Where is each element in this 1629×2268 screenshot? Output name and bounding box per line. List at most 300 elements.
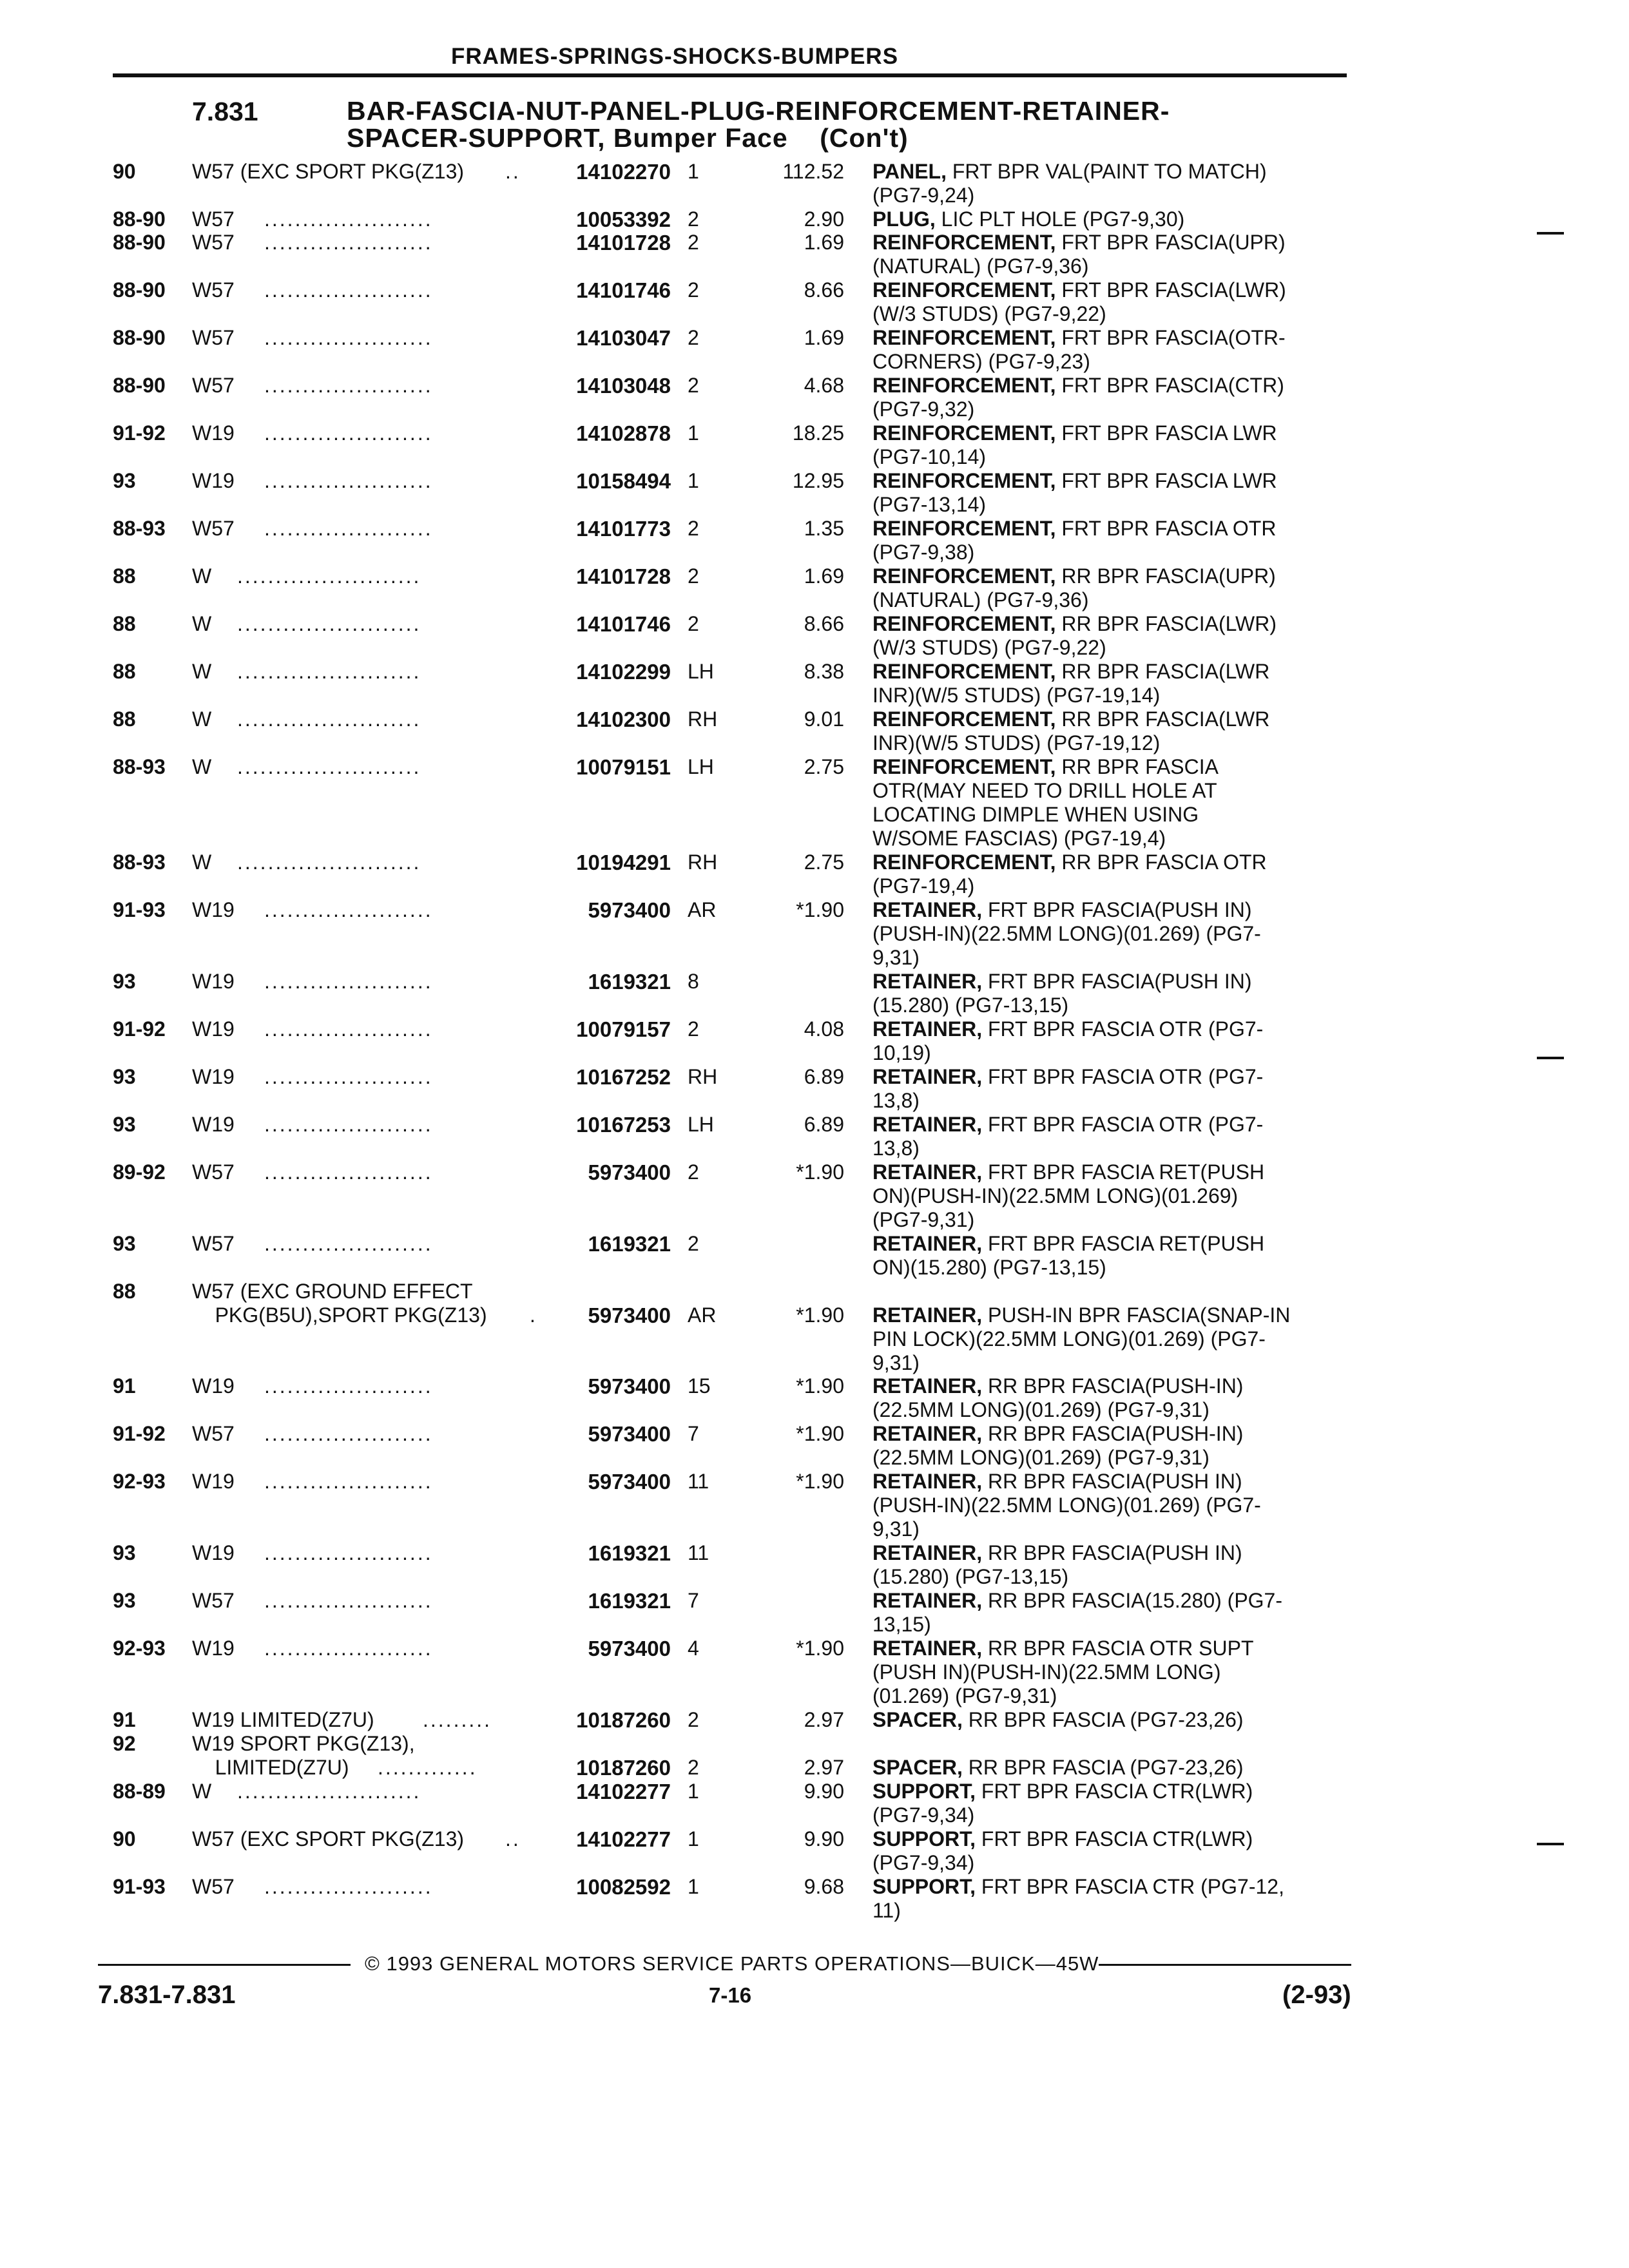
description-line <box>872 684 1349 707</box>
description-text: FRT BPR FASCIA OTR (PG7- <box>987 1113 1264 1136</box>
part-description <box>872 1589 1349 1637</box>
part-name: REINFORCEMENT, <box>872 850 1056 874</box>
model-year: 90 <box>113 1827 136 1850</box>
description-text: (W/3 STUDS) (PG7-9,22) <box>872 302 1106 325</box>
part-name: REINFORCEMENT, <box>872 517 1056 540</box>
part-number[interactable]: 1619321 <box>588 1589 671 1613</box>
description-text: PIN LOCK)(22.5MM LONG)(01.269) (PG7- <box>872 1327 1266 1350</box>
model-year: 93 <box>113 469 136 492</box>
dot-leader: ........................ <box>237 850 421 874</box>
description-text: ON)(15.280) (PG7-13,15) <box>872 1256 1106 1279</box>
series-code <box>192 278 235 302</box>
description-line <box>872 1208 1349 1232</box>
model-year: 93 <box>113 1113 136 1136</box>
series-line: W19 <box>192 970 235 993</box>
footer-page-number: 7-16 <box>709 1983 752 2007</box>
series-code <box>192 469 235 493</box>
section-number: 7.831 <box>192 97 258 126</box>
dot-leader: ........................ <box>237 707 421 731</box>
model-year: 93 <box>113 970 136 993</box>
part-number[interactable]: 1619321 <box>588 1541 671 1565</box>
dot-leader: ...................... <box>264 898 433 921</box>
unit-price: 6.89 <box>804 1065 844 1088</box>
part-description <box>872 1303 1349 1375</box>
model-year: 88 <box>113 707 136 731</box>
part-number[interactable]: 5973400 <box>588 1422 671 1446</box>
unit-price: *1.90 <box>796 1422 844 1445</box>
footer-date-code: (2-93) <box>1282 1981 1351 2009</box>
dot-leader: ...................... <box>264 469 433 492</box>
dot-leader: ...................... <box>264 207 433 231</box>
description-text: FRT BPR FASCIA OTR (PG7- <box>987 1065 1264 1088</box>
part-description <box>872 160 1349 207</box>
description-text: 13,8) <box>872 1089 920 1112</box>
series-line: W57 (EXC SPORT PKG(Z13) <box>192 160 465 183</box>
model-year: 91-93 <box>113 1875 166 1898</box>
model-year: 91-92 <box>113 1017 166 1041</box>
description-text: (W/3 STUDS) (PG7-9,22) <box>872 636 1106 659</box>
unit-price: 6.89 <box>804 1113 844 1136</box>
part-description <box>872 1875 1349 1923</box>
quantity: 11 <box>688 1470 709 1493</box>
dot-leader: ...................... <box>264 1232 433 1255</box>
description-text: RR BPR FASCIA(PUSH IN) <box>987 1470 1242 1493</box>
part-number[interactable]: 14102299 <box>576 660 671 684</box>
part-number[interactable]: 5973400 <box>588 1160 671 1184</box>
part-number[interactable]: 14101773 <box>576 517 671 541</box>
margin-tick-mark <box>1537 232 1564 235</box>
series-line: W19 <box>192 1374 235 1398</box>
part-description <box>872 1160 1349 1232</box>
part-number[interactable]: 5973400 <box>588 1637 671 1660</box>
series-code <box>192 850 211 874</box>
description-line <box>872 660 1349 684</box>
description-text: INR)(W/5 STUDS) (PG7-19,14) <box>872 684 1161 707</box>
part-description <box>872 1756 1349 1780</box>
series-line: W57 (EXC SPORT PKG(Z13) <box>192 1827 465 1850</box>
quantity: 1 <box>688 421 699 445</box>
model-year: 88-90 <box>113 278 166 302</box>
series-line: W57 <box>192 1160 235 1184</box>
unit-price: 12.95 <box>792 469 844 492</box>
part-number[interactable]: 14101728 <box>576 564 671 588</box>
model-year: 91-93 <box>113 898 166 921</box>
description-line <box>872 1041 1349 1065</box>
series-code <box>192 1065 235 1089</box>
description-text: (PG7-9,32) <box>872 398 975 421</box>
dot-leader: ...................... <box>264 1422 433 1445</box>
model-year: 88 <box>113 1280 136 1303</box>
quantity: 1 <box>688 160 699 183</box>
series-line: W19 <box>192 1637 235 1660</box>
description-line <box>872 231 1349 255</box>
description-text: RR BPR FASCIA(LWR <box>1061 660 1270 683</box>
series-code <box>192 1589 235 1613</box>
description-text: RR BPR FASCIA (PG7-23,26) <box>968 1708 1244 1731</box>
series-code <box>192 1780 211 1803</box>
description-line <box>872 184 1349 207</box>
description-text: RR BPR FASCIA (PG7-23,26) <box>968 1756 1244 1779</box>
model-year: 88-90 <box>113 207 166 231</box>
quantity: 7 <box>688 1589 699 1612</box>
dot-leader: .. <box>505 160 521 183</box>
part-description <box>872 970 1349 1017</box>
series-line: W19 SPORT PKG(Z13), <box>192 1732 415 1755</box>
description-text: FRT BPR FASCIA LWR <box>1061 421 1277 445</box>
description-text: W/SOME FASCIAS) (PG7-19,4) <box>872 827 1166 850</box>
description-text: FRT BPR FASCIA CTR(LWR) <box>981 1780 1253 1803</box>
part-number[interactable]: 14102277 <box>576 1780 671 1803</box>
series-code <box>192 326 235 350</box>
unit-price: 1.69 <box>804 326 844 349</box>
quantity: 2 <box>688 1160 699 1184</box>
part-description <box>872 1827 1349 1875</box>
description-text: RR BPR FASCIA(15.280) (PG7- <box>987 1589 1282 1612</box>
description-line <box>872 1351 1349 1375</box>
dot-leader: ...................... <box>264 326 433 349</box>
series-code <box>192 564 211 588</box>
part-name: RETAINER, <box>872 1422 983 1445</box>
description-text: RR BPR FASCIA OTR SUPT <box>987 1637 1254 1660</box>
part-name: REINFORCEMENT, <box>872 326 1056 349</box>
series-code <box>192 1708 374 1732</box>
part-number[interactable]: 14103048 <box>576 374 671 398</box>
description-text: (01.269) (PG7-9,31) <box>872 1684 1057 1707</box>
series-code <box>192 1827 464 1851</box>
description-line <box>872 1899 1349 1923</box>
part-description <box>872 755 1349 850</box>
quantity: 2 <box>688 278 699 302</box>
dot-leader: ...................... <box>264 1875 433 1898</box>
description-line <box>872 803 1349 827</box>
description-text: (PG7-10,14) <box>872 445 987 468</box>
series-code <box>192 1541 235 1565</box>
part-name: REINFORCEMENT, <box>872 231 1056 254</box>
quantity: 2 <box>688 612 699 635</box>
dot-leader: ...................... <box>264 278 433 302</box>
description-line <box>872 374 1349 398</box>
part-number[interactable]: 14103047 <box>576 326 671 350</box>
dot-leader: ...................... <box>264 1637 433 1660</box>
series-code <box>192 1470 235 1494</box>
model-year: 88-93 <box>113 850 166 874</box>
part-name: RETAINER, <box>872 1589 983 1612</box>
series-code <box>192 1017 235 1041</box>
model-year: 93 <box>113 1232 136 1255</box>
part-name: SUPPORT, <box>872 1875 976 1898</box>
part-number[interactable]: 10053392 <box>576 207 671 231</box>
description-text: FRT BPR FASCIA(OTR- <box>1061 326 1286 349</box>
part-name: REINFORCEMENT, <box>872 755 1056 778</box>
footer-rule-left <box>98 1964 351 1966</box>
series-line: W57 <box>192 1232 235 1255</box>
series-code <box>192 1422 235 1446</box>
description-line <box>872 1184 1349 1208</box>
part-description <box>872 707 1349 755</box>
description-text: 9,31) <box>872 1517 920 1541</box>
part-number[interactable]: 10167252 <box>576 1065 671 1089</box>
unit-price: 9.90 <box>804 1780 844 1803</box>
description-text: (PUSH-IN)(22.5MM LONG)(01.269) (PG7- <box>872 1494 1261 1517</box>
part-name: PLUG, <box>872 207 936 231</box>
dot-leader: ...................... <box>264 421 433 445</box>
description-line <box>872 946 1349 970</box>
dot-leader: ........................ <box>237 660 421 683</box>
description-text: (PG7-13,14) <box>872 493 987 516</box>
description-text: 9,31) <box>872 1351 920 1374</box>
part-name: REINFORCEMENT, <box>872 707 1056 731</box>
description-line <box>872 1017 1349 1041</box>
margin-tick-mark <box>1537 1843 1564 1845</box>
model-year: 88-90 <box>113 374 166 397</box>
part-number[interactable]: 14101746 <box>576 612 671 636</box>
description-line <box>872 850 1349 874</box>
part-name: RETAINER, <box>872 1232 983 1255</box>
part-number[interactable]: 14101728 <box>576 231 671 255</box>
quantity: 2 <box>688 1756 699 1779</box>
part-description <box>872 1017 1349 1065</box>
dot-leader: ........................ <box>237 612 421 635</box>
series-line: W57 <box>192 374 235 397</box>
part-number[interactable]: 10187260 <box>576 1708 671 1732</box>
part-name: RETAINER, <box>872 1541 983 1564</box>
description-text: FRT BPR FASCIA(UPR) <box>1061 231 1286 254</box>
dot-leader: ............. <box>378 1756 477 1779</box>
description-line <box>872 1470 1349 1494</box>
part-number[interactable]: 14102270 <box>576 160 671 184</box>
part-number[interactable]: 5973400 <box>588 1303 671 1327</box>
description-text: 13,8) <box>872 1137 920 1160</box>
description-text: (22.5MM LONG)(01.269) (PG7-9,31) <box>872 1398 1210 1421</box>
quantity: 1 <box>688 1827 699 1850</box>
part-name: REINFORCEMENT, <box>872 612 1056 635</box>
description-text: PUSH-IN BPR FASCIA(SNAP-IN <box>987 1303 1291 1327</box>
part-description <box>872 1637 1349 1708</box>
quantity: 2 <box>688 326 699 349</box>
series-code <box>192 1875 235 1899</box>
description-line <box>872 302 1349 326</box>
quantity: 7 <box>688 1422 699 1445</box>
part-name: REINFORCEMENT, <box>872 564 1056 588</box>
part-number[interactable]: 5973400 <box>588 1470 671 1494</box>
series-code <box>192 1160 235 1184</box>
description-line <box>872 1374 1349 1398</box>
dot-leader: ...................... <box>264 374 433 397</box>
part-description <box>872 660 1349 707</box>
part-number[interactable]: 14102277 <box>576 1827 671 1851</box>
part-number[interactable]: 10079157 <box>576 1017 671 1041</box>
unit-price: 8.38 <box>804 660 844 683</box>
part-name: REINFORCEMENT, <box>872 374 1056 397</box>
part-name: RETAINER, <box>872 1160 983 1184</box>
series-line: W <box>192 850 212 874</box>
model-year: 93 <box>113 1589 136 1612</box>
dot-leader: ...................... <box>264 1541 433 1564</box>
unit-price: 1.69 <box>804 231 844 254</box>
part-number[interactable]: 14102300 <box>576 707 671 731</box>
description-text: FRT BPR FASCIA RET(PUSH <box>987 1160 1265 1184</box>
part-number[interactable]: 10187260 <box>576 1756 671 1780</box>
series-code <box>192 1113 235 1137</box>
part-number[interactable]: 10167253 <box>576 1113 671 1137</box>
series-line: PKG(B5U),SPORT PKG(Z13) <box>192 1303 487 1327</box>
description-line <box>872 588 1349 612</box>
description-text: (PG7-19,4) <box>872 874 975 898</box>
series-code <box>192 660 211 684</box>
description-text: FRT BPR FASCIA(CTR) <box>1061 374 1284 397</box>
dot-leader: ...................... <box>264 1589 433 1612</box>
series-code <box>192 374 235 398</box>
unit-price: 4.08 <box>804 1017 844 1041</box>
unit-price: 2.75 <box>804 850 844 874</box>
series-line: W <box>192 755 212 778</box>
description-line <box>872 1065 1349 1089</box>
description-text: (PG7-9,38) <box>872 541 975 564</box>
description-line <box>872 445 1349 469</box>
series-code <box>192 207 235 231</box>
description-line <box>872 707 1349 731</box>
part-name: RETAINER, <box>872 1303 983 1327</box>
series-line: W57 <box>192 1875 235 1898</box>
description-text: (15.280) (PG7-13,15) <box>872 1565 1069 1588</box>
model-year: 91 <box>113 1708 136 1731</box>
quantity: AR <box>688 898 717 921</box>
quantity: LH <box>688 660 714 683</box>
dot-leader: ........................ <box>237 755 421 778</box>
quantity: 4 <box>688 1637 699 1660</box>
description-text: (PG7-9,34) <box>872 1803 975 1827</box>
model-year: 88 <box>113 564 136 588</box>
description-line <box>872 1160 1349 1184</box>
description-line <box>872 612 1349 636</box>
series-line: W <box>192 1780 212 1803</box>
description-text: (22.5MM LONG)(01.269) (PG7-9,31) <box>872 1446 1210 1469</box>
dot-leader: ...................... <box>264 1065 433 1088</box>
section-title-line1: BAR-FASCIA-NUT-PANEL-PLUG-REINFORCEMENT-RETAINER- <box>347 96 1170 126</box>
description-line <box>872 326 1349 350</box>
unit-price: *1.90 <box>796 1470 844 1493</box>
description-line <box>872 1256 1349 1280</box>
model-year: 92-93 <box>113 1470 166 1493</box>
description-text: LIC PLT HOLE (PG7-9,30) <box>941 207 1185 231</box>
description-line <box>872 970 1349 994</box>
series-line: W57 <box>192 517 235 540</box>
model-year: 91-92 <box>113 421 166 445</box>
unit-price: 9.68 <box>804 1875 844 1898</box>
part-number[interactable]: 10158494 <box>576 469 671 493</box>
footer-rule-right <box>1099 1964 1351 1966</box>
series-code <box>192 970 235 994</box>
unit-price: 9.01 <box>804 707 844 731</box>
description-line <box>872 731 1349 755</box>
dot-leader: ...................... <box>264 517 433 540</box>
part-name: SPACER, <box>872 1708 963 1731</box>
part-number[interactable]: 14101746 <box>576 278 671 302</box>
part-number[interactable]: 5973400 <box>588 898 671 922</box>
series-line: W19 <box>192 1017 235 1041</box>
part-description <box>872 1065 1349 1113</box>
description-text: (15.280) (PG7-13,15) <box>872 994 1069 1017</box>
description-line <box>872 1589 1349 1613</box>
unit-price: *1.90 <box>796 1303 844 1327</box>
model-year: 92-93 <box>113 1637 166 1660</box>
description-line <box>872 1137 1349 1160</box>
description-line <box>872 541 1349 564</box>
part-number[interactable]: 10079151 <box>576 755 671 779</box>
unit-price: 8.66 <box>804 278 844 302</box>
part-description <box>872 469 1349 517</box>
description-text: FRT BPR FASCIA(LWR) <box>1061 278 1286 302</box>
quantity: 2 <box>688 231 699 254</box>
unit-price: 8.66 <box>804 612 844 635</box>
dot-leader: ...................... <box>264 1470 433 1493</box>
part-number[interactable]: 1619321 <box>588 1232 671 1256</box>
part-number[interactable]: 5973400 <box>588 1374 671 1398</box>
description-line <box>872 421 1349 445</box>
description-text: (PUSH-IN)(22.5MM LONG)(01.269) (PG7- <box>872 922 1261 945</box>
quantity: 2 <box>688 1708 699 1731</box>
part-number[interactable]: 10194291 <box>576 850 671 874</box>
description-text: FRT BPR VAL(PAINT TO MATCH) <box>952 160 1267 183</box>
series-code <box>192 1637 235 1660</box>
description-line <box>872 1113 1349 1137</box>
part-number[interactable]: 1619321 <box>588 970 671 994</box>
part-number[interactable]: 10082592 <box>576 1875 671 1899</box>
description-line <box>872 1232 1349 1256</box>
part-description <box>872 326 1349 374</box>
description-line <box>872 160 1349 184</box>
quantity: 1 <box>688 1875 699 1898</box>
description-line <box>872 1446 1349 1470</box>
dot-leader: ...................... <box>264 1374 433 1398</box>
series-line: W57 <box>192 326 235 349</box>
description-text: (PG7-9,24) <box>872 184 975 207</box>
description-text: INR)(W/5 STUDS) (PG7-19,12) <box>872 731 1161 754</box>
unit-price: 4.68 <box>804 374 844 397</box>
part-description <box>872 1232 1349 1280</box>
series-line: W <box>192 660 212 683</box>
part-description <box>872 1541 1349 1589</box>
description-text: RR BPR FASCIA(LWR <box>1061 707 1270 731</box>
part-description <box>872 1780 1349 1827</box>
series-line: W19 LIMITED(Z7U) <box>192 1708 374 1731</box>
part-number[interactable]: 14102878 <box>576 421 671 445</box>
series-code <box>192 160 464 184</box>
series-code <box>192 231 235 255</box>
description-line <box>872 636 1349 660</box>
quantity: 2 <box>688 1017 699 1041</box>
dot-leader: ...................... <box>264 1113 433 1136</box>
series-code <box>192 755 211 779</box>
description-text: LOCATING DIMPLE WHEN USING <box>872 803 1199 826</box>
model-year: 90 <box>113 160 136 183</box>
unit-price: *1.90 <box>796 1160 844 1184</box>
series-code <box>192 1280 487 1327</box>
description-line <box>872 1565 1349 1589</box>
part-name: RETAINER, <box>872 1470 983 1493</box>
model-year: 88-93 <box>113 755 166 778</box>
description-text: (PG7-9,34) <box>872 1851 975 1874</box>
description-line <box>872 1422 1349 1446</box>
description-line <box>872 994 1349 1017</box>
part-description <box>872 231 1349 278</box>
model-year: 93 <box>113 1065 136 1088</box>
description-line <box>872 350 1349 374</box>
description-text: FRT BPR FASCIA LWR <box>1061 469 1277 492</box>
model-year: 93 <box>113 1541 136 1564</box>
description-text: RR BPR FASCIA(PUSH IN) <box>987 1541 1242 1564</box>
description-line <box>872 1517 1349 1541</box>
